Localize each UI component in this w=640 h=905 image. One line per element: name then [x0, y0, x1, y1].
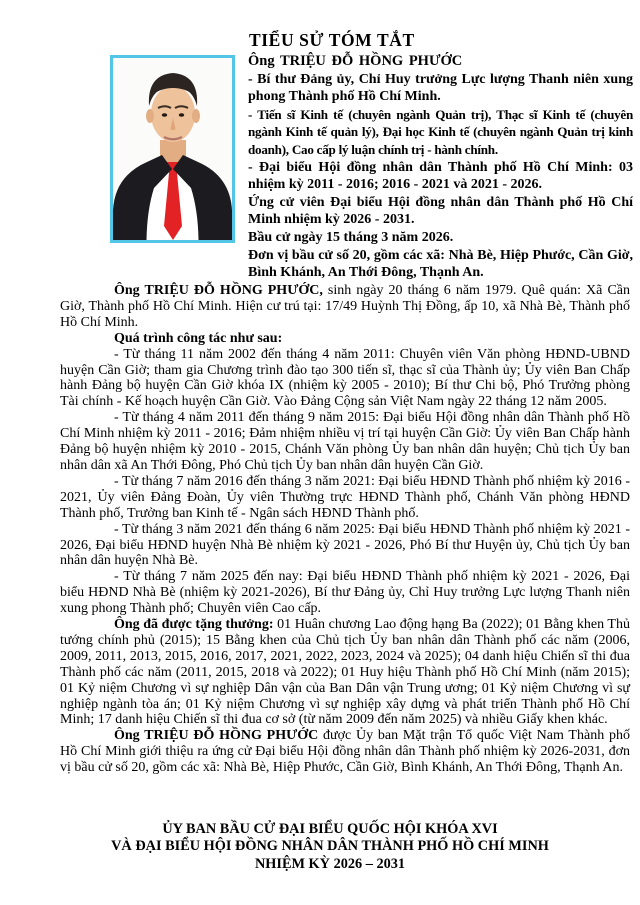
profile-item-delegate: - Đại biểu Hội đồng nhân dân Thành phố Hồ Chí Minh: 03 nhiệm kỳ 2011 - 2016; 2016 - 2021 và 2021 - 2026. — [248, 159, 633, 193]
page-title: TIỂU SỬ TÓM TẮT — [249, 30, 415, 50]
birth-info-paragraph: Ông TRIỆU ĐỖ HỒNG PHƯỚC, sinh ngày 20 tháng 6 năm 1979. Quê quán: Xã Cần Giờ, Thành phố Hồ Chí Minh. Hiện cư trú tại: 17/49 Huỳnh Thị Đồng, ấp 10, xã Nhà Bè, Thành phố Hồ Chí Minh. — [60, 283, 630, 330]
profile-item-education: - Tiến sĩ Kinh tế (chuyên ngành Quản trị), Thạc sĩ Kinh tế (chuyên ngành Kinh tế quản lý), Đại học Kinh tế (chuyên ngành Quản trị kinh doanh), Cao cấp lý luận chính trị - hành chính. — [248, 106, 633, 157]
profile-item-position: - Bí thư Đảng ủy, Chỉ Huy trưởng Lực lượng Thanh niên xung phong Thành phố Hồ Chí Minh. — [248, 71, 633, 105]
awards-heading: Ông đã được tặng thưởng: — [114, 617, 274, 633]
portrait-photo — [110, 55, 235, 243]
profile-summary — [248, 53, 633, 282]
career-item: - Từ tháng 7 năm 2025 đến nay: Đại biểu HĐND Thành phố nhiệm kỳ 2021 - 2026, Đại biểu HĐND Nhà Bè (nhiệm kỳ 2021-2026), Bí thư Đảng ủy, Chỉ Huy trưởng Lực lượng Thanh niên xung phong Thành phố; Chuyên viên Cao cấp. — [60, 569, 630, 617]
career-item: - Từ tháng 11 năm 2002 đến tháng 4 năm 2011: Chuyên viên Văn phòng HĐND-UBND huyện Cần Giờ; tham gia Chương trình đào tạo 300 tiến sĩ, thạc sĩ của Thành ủy; Ủy viên Ban Chấp hành Đảng bộ huyện Cần Giờ khóa IX (nhiệm kỳ 2005 - 2010); Bí thư Chi bộ, Phó Trưởng phòng Tài chính - Kế hoạch huyện Cần Giờ. Vào Đảng Cộng sản Việt Nam ngày 22 tháng 12 năm 2005. — [60, 346, 630, 410]
nomination-name: Ông TRIỆU ĐỖ HỒNG PHƯỚC — [114, 728, 319, 744]
candidate-name: Ông TRIỆU ĐỖ HỒNG PHƯỚC — [248, 53, 463, 69]
birth-info-name: Ông TRIỆU ĐỖ HỒNG PHƯỚC, — [114, 283, 323, 298]
footer-term-line: NHIỆM KỲ 2026 – 2031 — [254, 855, 406, 872]
portrait-illustration — [113, 58, 232, 240]
biography-body — [60, 283, 630, 776]
profile-item-constituency: Đơn vị bầu cử số 20, gồm các xã: Nhà Bè, Hiệp Phước, Cần Giờ, Bình Khánh, An Thới Đông, Thạnh An. — [248, 247, 633, 281]
footer-committee-line: ỦY BAN BẦU CỬ ĐẠI BIỂU QUỐC HỘI KHÓA XVI — [162, 821, 498, 837]
career-item: - Từ tháng 3 năm 2021 đến tháng 6 năm 2025: Đại biểu HĐND Thành phố nhiệm kỳ 2021 - 2026, Đại biểu HĐND huyện Nhà Bè nhiệm kỳ 2021 - 2026, Phó Bí thư Huyện ủy, Chủ tịch Ủy ban nhân dân huyện Nhà Bè. — [60, 521, 630, 569]
awards-paragraph: Ông đã được tặng thưởng: 01 Huân chương Lao động hạng Ba (2022); 01 Bằng khen Thủ tướng chính phủ (2015); 15 Bằng khen của Chủ tịch Ủy ban nhân dân Thành phố các năm (2006, 2009, 2011, 2013, 2015, 2016, 2017, 2021, 2022, 2023, 2024 và 2025); 04 danh hiệu Chiến sĩ thi đua Thành phố các năm (2011, 2015, 2018 và 2022); 01 Huy hiệu Thành phố Hồ Chí Minh (năm 2015); 01 Kỷ niệm Chương vì sự nghiệp Dân vận của Ban Dân vận Trung ương; 01 Kỷ niệm Chương vì sự nghiệp ngành tòa án; 01 Kỷ niệm Chương vì sự nghiệp xây dựng và phát triển Thành phố Hồ Chí Minh; 17 danh hiệu Chiến sĩ thi đua cơ sở (từ năm 2009 đến năm 2025) và nhiều Giấy khen khác. — [60, 617, 630, 728]
nomination-paragraph: Ông TRIỆU ĐỖ HỒNG PHƯỚC được Ủy ban Mặt trận Tổ quốc Việt Nam Thành phố Hồ Chí Minh giới thiệu ra ứng cử Đại biểu Hội đồng nhân dân Thành phố nhiệm kỳ 2026-2031, đơn vị bầu cử số 20, gồm các xã: Nhà Bè, Hiệp Phước, Cần Giờ, Bình Khánh, An Thới Đông, Thạnh An. — [60, 728, 630, 776]
election-committee-footer — [50, 821, 610, 873]
career-heading: Quá trình công tác như sau: — [114, 330, 283, 346]
portrait-face — [151, 86, 195, 142]
profile-item-candidacy: Ứng cử viên Đại biểu Hội đồng nhân dân Thành phố Hồ Chí Minh nhiệm kỳ 2026 - 2031. — [248, 194, 633, 228]
career-item: - Từ tháng 7 năm 2016 đến tháng 3 năm 2021: Đại biểu HĐND Thành phố nhiệm kỳ 2016 - 2021, Ủy viên Đảng Đoàn, Ủy viên Thường trực HĐND Thành phố, Chánh Văn phòng HĐND Thành phố, Trưởng ban Kinh tế - Ngân sách HĐND Thành phố. — [60, 473, 630, 521]
career-item: - Từ tháng 4 năm 2011 đến tháng 9 năm 2015: Đại biểu Hội đồng nhân dân Thành phố Hồ Chí Minh nhiệm kỳ 2011 - 2016; Đảm nhiệm nhiều vị trí tại huyện Cần Giờ: Ủy viên Ban Chấp hành Đảng bộ huyện nhiệm kỳ 2010 - 2015, Chánh Văn phòng Ủy ban nhân dân huyện; Chủ tịch Ủy ban nhân dân xã An Thới Đông, Phó Chủ tịch Ủy ban nhân dân huyện Cần Giờ. — [60, 410, 630, 473]
profile-item-election-date: Bầu cử ngày 15 tháng 3 năm 2026. — [248, 229, 454, 245]
footer-council-line: VÀ ĐẠI BIỂU HỘI ĐỒNG NHÂN DÂN THÀNH PHỐ HỒ CHÍ MINH — [111, 838, 549, 855]
